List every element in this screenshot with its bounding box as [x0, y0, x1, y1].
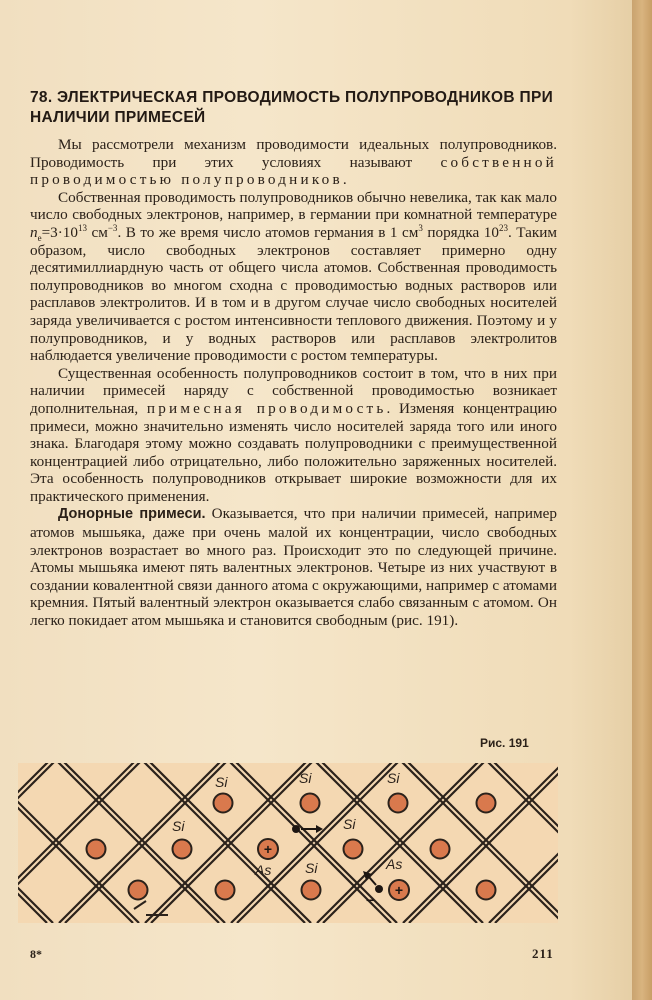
p4-text: Оказывается, что при наличии примесей, например атомов мышьяка, даже при очень малой их концентрации, число свободных электронов возрастает во много раз. Происходит это по следующей причине. Атомы мышьяка имеют пять валентных электронов. Четыре из них участвуют в создании ковалентной связи данного атома с окружающими, например с атомами кремния. Пятый валентный электрон оказывается слабо связанным с атомом. Он легко покидает атом мышьяка и становится свободным (рис. 191). [30, 505, 557, 630]
paragraph-1 [30, 136, 557, 189]
crystal-lattice-figure [18, 763, 558, 923]
section-heading: 78. ЭЛЕКТРИЧЕСКАЯ ПРОВОДИМОСТЬ ПОЛУПРОВОДНИКОВ ПРИ НАЛИЧИИ ПРИМЕСЕЙ [30, 89, 554, 127]
silicon-atom [477, 794, 496, 813]
p2-n-subscript: e [37, 233, 42, 243]
plus-sign: + [394, 882, 404, 898]
free-electron-1 [292, 825, 323, 833]
bond-line [18, 763, 139, 923]
silicon-atom [214, 794, 233, 813]
as-label-2: As [386, 856, 403, 872]
page-edge [632, 0, 652, 1000]
p2-exp-2: −3 [107, 222, 118, 233]
plus-sign: + [263, 841, 273, 857]
p2-text-f: порядка 10 [422, 223, 499, 241]
bond-line [515, 763, 558, 923]
p2-text-g: . Таким образом, число свободных электронов составляет примерно одну десятимиллиардную часть от общего числа атомов. Собственная проводимость полупроводников во многом сходна с проводимостью водных растворов или расплавов электролитов. И в том и в другом случае число свободных носителей заряда увеличивается с ростом интенсивности теплового движения. Поэтому и у полупроводников, и у водных растворов или расплавов электролитов наблюдается увеличение проводимости с ростом температуры. [30, 223, 558, 365]
silicon-atom [173, 840, 192, 859]
p2-text-a: Собственная проводимость полупроводников обычно невелика, так как мало число свободных электронов, например, в германии при комнатной температуре [30, 188, 557, 224]
page-number: 211 [532, 946, 554, 961]
si-label-6: Si [305, 860, 318, 876]
p1-text-b: . [342, 171, 347, 189]
p3-text-b: . Изменяя концентрацию примеси, можно значительно изменять число носителей заряда того или иного знака. Благодаря этому можно создавать полупроводники с преимущественной концентрацией либо отрицательно, либо положительно заряженных носителей. Эта особенность полупроводников открывает широкие возможности для их практического применения. [30, 399, 557, 505]
p1-text-a: Мы рассмотрели механизм проводимости идеальных полупроводников. Проводимость при этих условиях называют [30, 136, 557, 171]
p4-lead-heading: Донорные примеси. [58, 506, 206, 523]
silicon-atom [302, 881, 321, 900]
p3-term-impurity: примесная проводимость [146, 399, 387, 417]
si-label-4: Si [172, 818, 185, 834]
silicon-atom [477, 881, 496, 900]
bond-line [495, 763, 558, 923]
silicon-atom [389, 794, 408, 813]
silicon-atom [301, 794, 320, 813]
bond-line [489, 763, 558, 923]
p2-exp-3: 3 [418, 222, 423, 233]
bond-line [18, 763, 21, 923]
p2-text-b: =3·10 [41, 223, 78, 241]
p2-n-symbol: n [30, 223, 38, 241]
paragraph-3 [30, 365, 557, 506]
silicon-atom [129, 881, 148, 900]
free-electron-2 [363, 871, 383, 908]
arsenic-ion-2 [389, 880, 409, 900]
minus-sign: − [366, 892, 375, 908]
paragraph-2 [30, 189, 557, 365]
p1-term-intrinsic: собственной проводимостью полупроводников [30, 153, 557, 189]
corner-stroke [134, 901, 146, 909]
p2-exp-4: 23 [498, 222, 508, 233]
silicon-atom [344, 840, 363, 859]
silicon-atom [87, 840, 106, 859]
p2-text-d: . В то же время число атомов германия в 1 см [117, 223, 419, 241]
bond-line [343, 763, 558, 923]
signature-mark: 8* [30, 947, 42, 961]
si-label-5: Si [343, 816, 356, 832]
p3-text-a: Существенная особенность полупроводников состоит в том, что в них при наличии примесей наряду с собственной проводимостью возникает дополнительная, [30, 364, 557, 417]
body-text [30, 136, 557, 630]
silicon-atom [216, 881, 235, 900]
si-label-3: Si [387, 770, 400, 786]
silicon-atom [431, 840, 450, 859]
figure-caption: Рис. 191 [480, 736, 529, 750]
si-label-1: Si [215, 774, 228, 790]
p2-text-c: см [87, 223, 108, 241]
paragraph-4 [30, 505, 557, 629]
arsenic-ion-1 [258, 839, 278, 859]
bond-line [18, 763, 193, 923]
lattice-diagram [18, 763, 558, 923]
p2-exp-1: 13 [78, 222, 87, 233]
si-label-2: Si [299, 770, 312, 786]
as-label-1: As [255, 862, 272, 878]
